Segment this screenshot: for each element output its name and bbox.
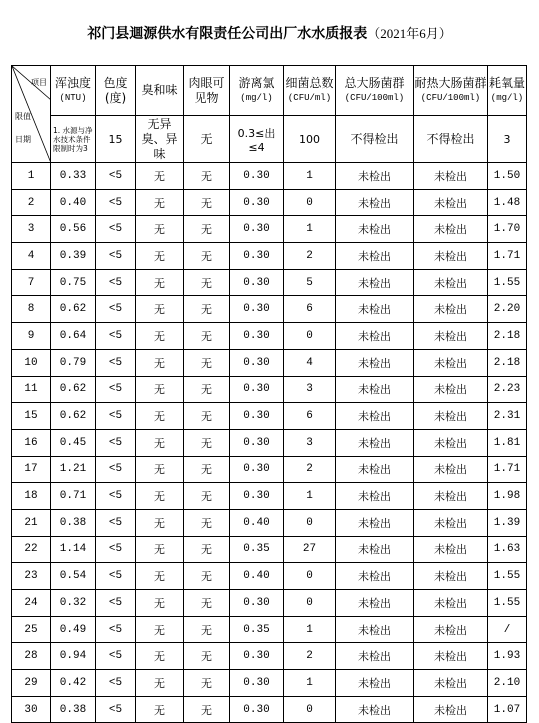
corner-date-label: 日期	[15, 135, 31, 144]
header-total-coliform: 总大肠菌群 (CFU/100ml)	[336, 66, 414, 116]
cell-date: 4	[12, 243, 51, 270]
cell-bacteria: 6	[284, 296, 336, 323]
cell-total-coliform: 未检出	[336, 189, 414, 216]
cell-oxygen-consumption: 2.20	[488, 296, 527, 323]
cell-odor: 无	[136, 536, 184, 563]
cell-oxygen-consumption: 1.55	[488, 590, 527, 617]
limit-oxygen-consumption: 3	[488, 116, 527, 163]
cell-oxygen-consumption: 1.71	[488, 243, 527, 270]
cell-total-coliform: 未检出	[336, 616, 414, 643]
cell-visible: 无	[184, 216, 230, 243]
cell-date: 1	[12, 163, 51, 190]
cell-bacteria: 0	[284, 696, 336, 723]
cell-bacteria: 2	[284, 243, 336, 270]
cell-free-chlorine: 0.30	[230, 163, 284, 190]
cell-date: 9	[12, 323, 51, 350]
cell-turbidity: 0.62	[51, 403, 96, 430]
cell-total-coliform: 未检出	[336, 509, 414, 536]
cell-visible: 无	[184, 643, 230, 670]
cell-free-chlorine: 0.30	[230, 590, 284, 617]
cell-bacteria: 1	[284, 483, 336, 510]
cell-odor: 无	[136, 216, 184, 243]
cell-thermotolerant-coliform: 未检出	[414, 216, 488, 243]
cell-color: <5	[96, 323, 136, 350]
cell-total-coliform: 未检出	[336, 456, 414, 483]
cell-free-chlorine: 0.30	[230, 296, 284, 323]
cell-odor: 无	[136, 403, 184, 430]
limit-visible: 无	[184, 116, 230, 163]
cell-bacteria: 1	[284, 616, 336, 643]
cell-date: 24	[12, 590, 51, 617]
cell-free-chlorine: 0.35	[230, 616, 284, 643]
cell-turbidity: 0.94	[51, 643, 96, 670]
table-row	[12, 563, 527, 590]
cell-color: <5	[96, 269, 136, 296]
cell-turbidity: 0.62	[51, 296, 96, 323]
cell-oxygen-consumption: 1.48	[488, 189, 527, 216]
table-row	[12, 456, 527, 483]
cell-color: <5	[96, 349, 136, 376]
table-row	[12, 509, 527, 536]
cell-oxygen-consumption: 2.23	[488, 376, 527, 403]
cell-total-coliform: 未检出	[336, 163, 414, 190]
cell-date: 28	[12, 643, 51, 670]
limit-bacteria: 100	[284, 116, 336, 163]
cell-odor: 无	[136, 189, 184, 216]
cell-color: <5	[96, 509, 136, 536]
table-row	[12, 376, 527, 403]
cell-color: <5	[96, 296, 136, 323]
header-turbidity: 浑浊度 (NTU)	[51, 66, 96, 116]
table-row	[12, 403, 527, 430]
cell-color: <5	[96, 696, 136, 723]
header-visible: 肉眼可 见物	[184, 66, 230, 116]
cell-date: 3	[12, 216, 51, 243]
limit-total-coliform: 不得检出	[336, 116, 414, 163]
cell-turbidity: 0.49	[51, 616, 96, 643]
cell-odor: 无	[136, 616, 184, 643]
cell-odor: 无	[136, 670, 184, 697]
cell-bacteria: 0	[284, 563, 336, 590]
cell-color: <5	[96, 483, 136, 510]
cell-total-coliform: 未检出	[336, 590, 414, 617]
cell-color: <5	[96, 189, 136, 216]
cell-odor: 无	[136, 643, 184, 670]
cell-bacteria: 27	[284, 536, 336, 563]
header-oxygen-consumption: 耗氧量 (mg/l)	[488, 66, 527, 116]
cell-total-coliform: 未检出	[336, 670, 414, 697]
cell-odor: 无	[136, 696, 184, 723]
cell-visible: 无	[184, 243, 230, 270]
table-row	[12, 269, 527, 296]
cell-bacteria: 1	[284, 670, 336, 697]
cell-color: <5	[96, 563, 136, 590]
cell-free-chlorine: 0.35	[230, 536, 284, 563]
cell-odor: 无	[136, 483, 184, 510]
water-quality-table	[11, 65, 527, 723]
cell-thermotolerant-coliform: 未检出	[414, 163, 488, 190]
cell-free-chlorine: 0.30	[230, 403, 284, 430]
cell-odor: 无	[136, 323, 184, 350]
table-row	[12, 536, 527, 563]
table-row	[12, 643, 527, 670]
table-row	[12, 483, 527, 510]
cell-oxygen-consumption: 1.63	[488, 536, 527, 563]
cell-thermotolerant-coliform: 未检出	[414, 509, 488, 536]
cell-date: 7	[12, 269, 51, 296]
cell-oxygen-consumption: /	[488, 616, 527, 643]
cell-free-chlorine: 0.40	[230, 509, 284, 536]
cell-total-coliform: 未检出	[336, 483, 414, 510]
cell-thermotolerant-coliform: 未检出	[414, 403, 488, 430]
cell-visible: 无	[184, 429, 230, 456]
header-row	[12, 66, 527, 116]
cell-date: 10	[12, 349, 51, 376]
cell-bacteria: 1	[284, 163, 336, 190]
table-row	[12, 216, 527, 243]
cell-oxygen-consumption: 1.07	[488, 696, 527, 723]
cell-total-coliform: 未检出	[336, 349, 414, 376]
cell-oxygen-consumption: 1.70	[488, 216, 527, 243]
cell-thermotolerant-coliform: 未检出	[414, 456, 488, 483]
table-row	[12, 696, 527, 723]
cell-turbidity: 0.45	[51, 429, 96, 456]
cell-total-coliform: 未检出	[336, 696, 414, 723]
cell-turbidity: 0.71	[51, 483, 96, 510]
cell-thermotolerant-coliform: 未检出	[414, 563, 488, 590]
cell-oxygen-consumption: 1.39	[488, 509, 527, 536]
cell-date: 21	[12, 509, 51, 536]
cell-color: <5	[96, 163, 136, 190]
cell-bacteria: 2	[284, 456, 336, 483]
cell-visible: 无	[184, 323, 230, 350]
table-row	[12, 616, 527, 643]
cell-color: <5	[96, 670, 136, 697]
data-rows	[12, 163, 527, 723]
cell-total-coliform: 未检出	[336, 536, 414, 563]
cell-odor: 无	[136, 590, 184, 617]
cell-odor: 无	[136, 296, 184, 323]
cell-visible: 无	[184, 509, 230, 536]
cell-turbidity: 0.40	[51, 189, 96, 216]
cell-visible: 无	[184, 616, 230, 643]
cell-free-chlorine: 0.30	[230, 269, 284, 296]
cell-visible: 无	[184, 670, 230, 697]
cell-date: 8	[12, 296, 51, 323]
cell-total-coliform: 未检出	[336, 429, 414, 456]
cell-odor: 无	[136, 456, 184, 483]
cell-visible: 无	[184, 536, 230, 563]
cell-date: 25	[12, 616, 51, 643]
cell-color: <5	[96, 376, 136, 403]
cell-turbidity: 0.32	[51, 590, 96, 617]
cell-thermotolerant-coliform: 未检出	[414, 323, 488, 350]
cell-visible: 无	[184, 563, 230, 590]
cell-visible: 无	[184, 163, 230, 190]
table-row	[12, 670, 527, 697]
cell-color: <5	[96, 243, 136, 270]
cell-free-chlorine: 0.30	[230, 643, 284, 670]
report-title	[0, 23, 539, 43]
cell-oxygen-consumption: 1.55	[488, 269, 527, 296]
header-color: 色度 (度)	[96, 66, 136, 116]
cell-turbidity: 0.54	[51, 563, 96, 590]
header-free-chlorine: 游离氯 (mg/l)	[230, 66, 284, 116]
limit-turbidity: 1. 水源与净水技术条件限制时为3	[51, 116, 96, 163]
cell-turbidity: 0.38	[51, 509, 96, 536]
cell-visible: 无	[184, 403, 230, 430]
cell-oxygen-consumption: 2.31	[488, 403, 527, 430]
header-odor: 臭和味	[136, 66, 184, 116]
corner-limit-label: 限值	[15, 112, 31, 121]
cell-date: 22	[12, 536, 51, 563]
cell-thermotolerant-coliform: 未检出	[414, 643, 488, 670]
cell-bacteria: 3	[284, 429, 336, 456]
cell-total-coliform: 未检出	[336, 269, 414, 296]
cell-oxygen-consumption: 2.10	[488, 670, 527, 697]
table-row	[12, 243, 527, 270]
cell-color: <5	[96, 536, 136, 563]
cell-total-coliform: 未检出	[336, 243, 414, 270]
cell-turbidity: 0.79	[51, 349, 96, 376]
cell-total-coliform: 未检出	[336, 376, 414, 403]
cell-visible: 无	[184, 376, 230, 403]
corner-cell	[12, 66, 51, 163]
cell-date: 29	[12, 670, 51, 697]
cell-bacteria: 0	[284, 323, 336, 350]
cell-color: <5	[96, 429, 136, 456]
cell-visible: 无	[184, 696, 230, 723]
cell-turbidity: 1.14	[51, 536, 96, 563]
cell-thermotolerant-coliform: 未检出	[414, 243, 488, 270]
cell-oxygen-consumption: 2.18	[488, 323, 527, 350]
cell-turbidity: 0.42	[51, 670, 96, 697]
cell-oxygen-consumption: 1.93	[488, 643, 527, 670]
cell-thermotolerant-coliform: 未检出	[414, 590, 488, 617]
cell-odor: 无	[136, 243, 184, 270]
table-row	[12, 296, 527, 323]
cell-free-chlorine: 0.30	[230, 216, 284, 243]
cell-color: <5	[96, 456, 136, 483]
table-row	[12, 189, 527, 216]
cell-oxygen-consumption: 1.71	[488, 456, 527, 483]
cell-date: 16	[12, 429, 51, 456]
cell-oxygen-consumption: 2.18	[488, 349, 527, 376]
cell-color: <5	[96, 590, 136, 617]
cell-bacteria: 5	[284, 269, 336, 296]
cell-date: 30	[12, 696, 51, 723]
cell-free-chlorine: 0.30	[230, 243, 284, 270]
cell-date: 11	[12, 376, 51, 403]
table-row	[12, 349, 527, 376]
cell-bacteria: 2	[284, 643, 336, 670]
cell-turbidity: 0.75	[51, 269, 96, 296]
cell-thermotolerant-coliform: 未检出	[414, 696, 488, 723]
cell-turbidity: 1.21	[51, 456, 96, 483]
cell-free-chlorine: 0.30	[230, 483, 284, 510]
cell-free-chlorine: 0.30	[230, 670, 284, 697]
table-row	[12, 323, 527, 350]
cell-visible: 无	[184, 590, 230, 617]
table-row	[12, 590, 527, 617]
cell-color: <5	[96, 403, 136, 430]
cell-visible: 无	[184, 189, 230, 216]
header-thermotolerant-coliform: 耐热大肠菌群 (CFU/100ml)	[414, 66, 488, 116]
limit-color: 15	[96, 116, 136, 163]
limits-row	[12, 116, 527, 163]
cell-thermotolerant-coliform: 未检出	[414, 189, 488, 216]
cell-total-coliform: 未检出	[336, 323, 414, 350]
cell-thermotolerant-coliform: 未检出	[414, 376, 488, 403]
cell-total-coliform: 未检出	[336, 643, 414, 670]
cell-free-chlorine: 0.30	[230, 429, 284, 456]
cell-turbidity: 0.64	[51, 323, 96, 350]
cell-odor: 无	[136, 269, 184, 296]
cell-date: 23	[12, 563, 51, 590]
cell-date: 17	[12, 456, 51, 483]
title-main: 祁门县逥源供水有限责任公司出厂水水质报表	[87, 26, 368, 42]
cell-odor: 无	[136, 376, 184, 403]
cell-free-chlorine: 0.30	[230, 323, 284, 350]
cell-free-chlorine: 0.30	[230, 349, 284, 376]
cell-odor: 无	[136, 509, 184, 536]
title-period: （2021年6月）	[367, 26, 452, 41]
cell-thermotolerant-coliform: 未检出	[414, 429, 488, 456]
table-row	[12, 163, 527, 190]
cell-odor: 无	[136, 563, 184, 590]
cell-bacteria: 0	[284, 509, 336, 536]
limit-thermotolerant-coliform: 不得检出	[414, 116, 488, 163]
corner-item-label: 项目	[31, 78, 47, 87]
cell-turbidity: 0.39	[51, 243, 96, 270]
cell-oxygen-consumption: 1.55	[488, 563, 527, 590]
cell-free-chlorine: 0.30	[230, 456, 284, 483]
cell-odor: 无	[136, 349, 184, 376]
cell-odor: 无	[136, 163, 184, 190]
header-bacteria: 细菌总数 (CFU/ml)	[284, 66, 336, 116]
cell-thermotolerant-coliform: 未检出	[414, 296, 488, 323]
cell-odor: 无	[136, 429, 184, 456]
cell-thermotolerant-coliform: 未检出	[414, 536, 488, 563]
cell-turbidity: 0.38	[51, 696, 96, 723]
cell-thermotolerant-coliform: 未检出	[414, 670, 488, 697]
cell-thermotolerant-coliform: 未检出	[414, 616, 488, 643]
cell-bacteria: 3	[284, 376, 336, 403]
cell-color: <5	[96, 216, 136, 243]
cell-date: 2	[12, 189, 51, 216]
cell-bacteria: 0	[284, 590, 336, 617]
cell-visible: 无	[184, 269, 230, 296]
cell-color: <5	[96, 616, 136, 643]
cell-oxygen-consumption: 1.50	[488, 163, 527, 190]
cell-total-coliform: 未检出	[336, 403, 414, 430]
cell-color: <5	[96, 643, 136, 670]
cell-oxygen-consumption: 1.98	[488, 483, 527, 510]
cell-thermotolerant-coliform: 未检出	[414, 483, 488, 510]
cell-free-chlorine: 0.30	[230, 696, 284, 723]
cell-visible: 无	[184, 296, 230, 323]
cell-total-coliform: 未检出	[336, 296, 414, 323]
cell-free-chlorine: 0.40	[230, 563, 284, 590]
cell-bacteria: 1	[284, 216, 336, 243]
cell-free-chlorine: 0.30	[230, 376, 284, 403]
cell-date: 18	[12, 483, 51, 510]
cell-total-coliform: 未检出	[336, 563, 414, 590]
cell-visible: 无	[184, 456, 230, 483]
cell-bacteria: 6	[284, 403, 336, 430]
cell-free-chlorine: 0.30	[230, 189, 284, 216]
limit-odor: 无异臭、异味	[136, 116, 184, 163]
cell-oxygen-consumption: 1.81	[488, 429, 527, 456]
cell-bacteria: 4	[284, 349, 336, 376]
cell-thermotolerant-coliform: 未检出	[414, 269, 488, 296]
cell-date: 15	[12, 403, 51, 430]
cell-turbidity: 0.62	[51, 376, 96, 403]
table-row	[12, 429, 527, 456]
cell-total-coliform: 未检出	[336, 216, 414, 243]
cell-visible: 无	[184, 349, 230, 376]
cell-turbidity: 0.56	[51, 216, 96, 243]
cell-thermotolerant-coliform: 未检出	[414, 349, 488, 376]
cell-turbidity: 0.33	[51, 163, 96, 190]
cell-visible: 无	[184, 483, 230, 510]
cell-bacteria: 0	[284, 189, 336, 216]
limit-free-chlorine: 0.3≤出≤4	[230, 116, 284, 163]
